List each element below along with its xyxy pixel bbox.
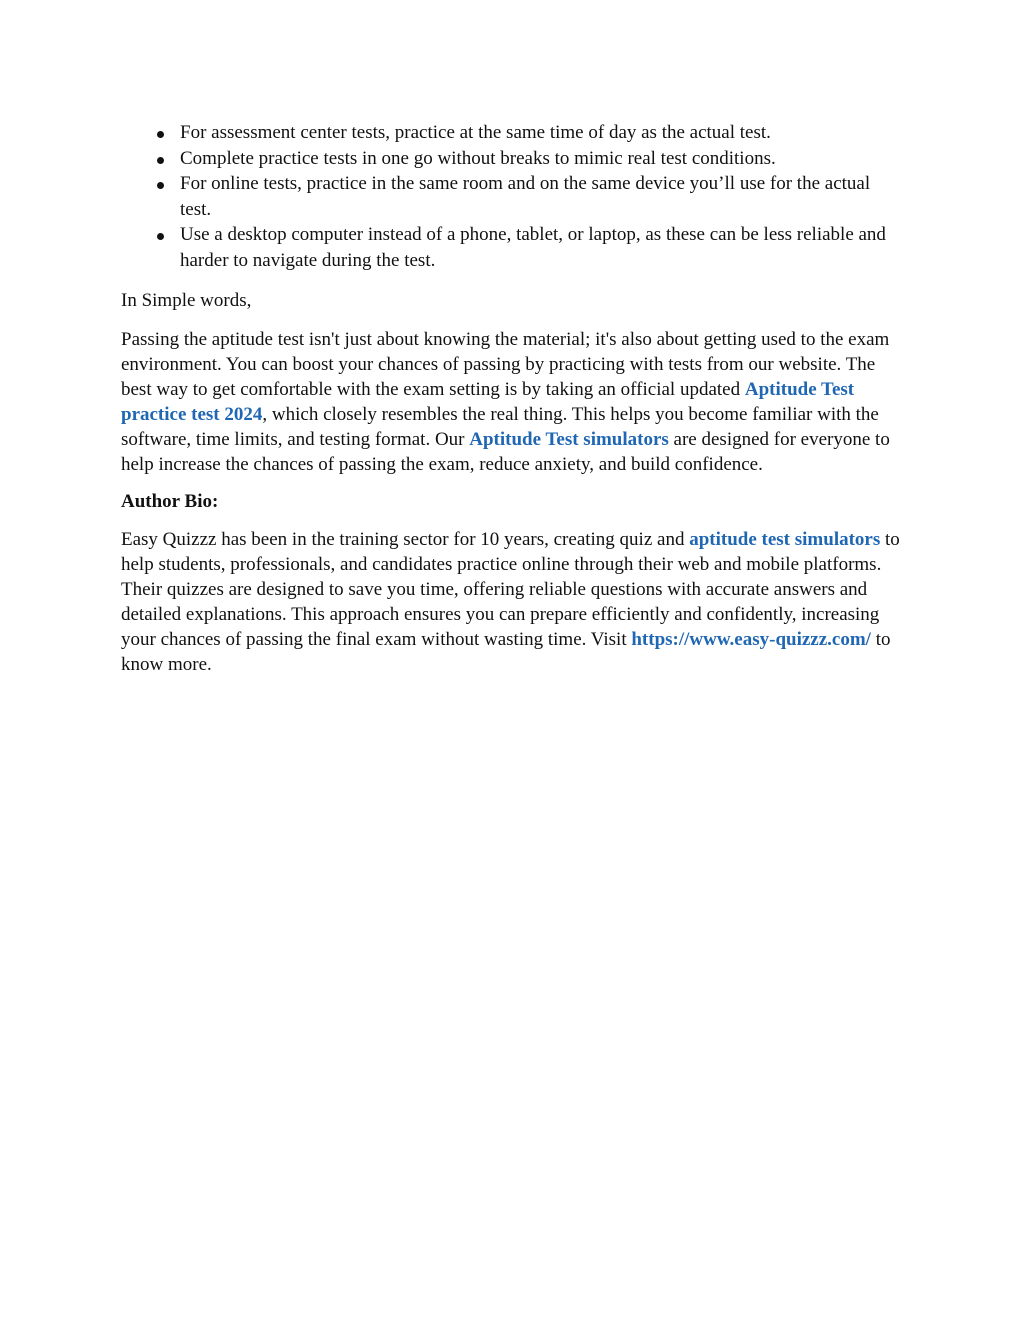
paragraph-text: are designed for everyone to help increase the chances of passing the exam, reduce anxiety, and build confidence. (121, 429, 890, 475)
intro-text: In Simple words, (121, 290, 252, 311)
author-bio-heading: Author Bio: (121, 491, 219, 512)
website-link[interactable]: https://www.easy-quizzz.com/ (631, 629, 871, 650)
aptitude-practice-test-link[interactable]: Aptitude Test practice test 2024 (121, 379, 855, 425)
author-bio-paragraph (121, 527, 901, 677)
bullet-icon (157, 131, 164, 138)
list-item (121, 222, 901, 273)
paragraph-text: Passing the aptitude test isn't just about knowing the material; it's also about getting used to the exam environment. You can boost your chances of passing by practicing with tests from our website. The best way to get comfortable with the exam setting is by taking an official updated (121, 329, 890, 400)
bullet-icon (157, 182, 164, 189)
paragraph-text: Easy Quizzz has been in the training sector for 10 years, creating quiz and (121, 529, 690, 550)
list-item-text: Complete practice tests in one go without breaks to mimic real test conditions. (180, 147, 776, 169)
paragraph-text: to help students, professionals, and candidates practice online through their web and mobile platforms. Their quizzes are designed to save you time, offering reliable questions with accurate answers and detailed explanations. This approach ensures you can prepare efficiently and confidently, increasing your chances of passing the final exam without wasting time. Visit (121, 529, 900, 650)
list-item (121, 120, 901, 146)
paragraph-text: to know more. (121, 629, 891, 675)
list-item (121, 146, 901, 172)
body-paragraph (121, 327, 901, 477)
bullet-icon (157, 157, 164, 164)
tips-bullet-list (121, 120, 901, 273)
paragraph-text: , which closely resembles the real thing. This helps you become familiar with the software, time limits, and testing format. Our (121, 404, 879, 450)
list-item-text: Use a desktop computer instead of a phone, tablet, or laptop, as these can be less reliable and harder to navigate during the test. (180, 224, 886, 271)
list-item-text: For online tests, practice in the same room and on the same device you’ll use for the actual test. (180, 173, 871, 220)
aptitude-test-simulators-link[interactable]: Aptitude Test simulators (469, 429, 669, 450)
list-item-text: For assessment center tests, practice at the same time of day as the actual test. (180, 122, 771, 143)
aptitude-simulators-link[interactable]: aptitude test simulators (689, 529, 881, 550)
document-page (121, 120, 901, 677)
list-item (121, 171, 901, 222)
bullet-icon (157, 233, 164, 240)
